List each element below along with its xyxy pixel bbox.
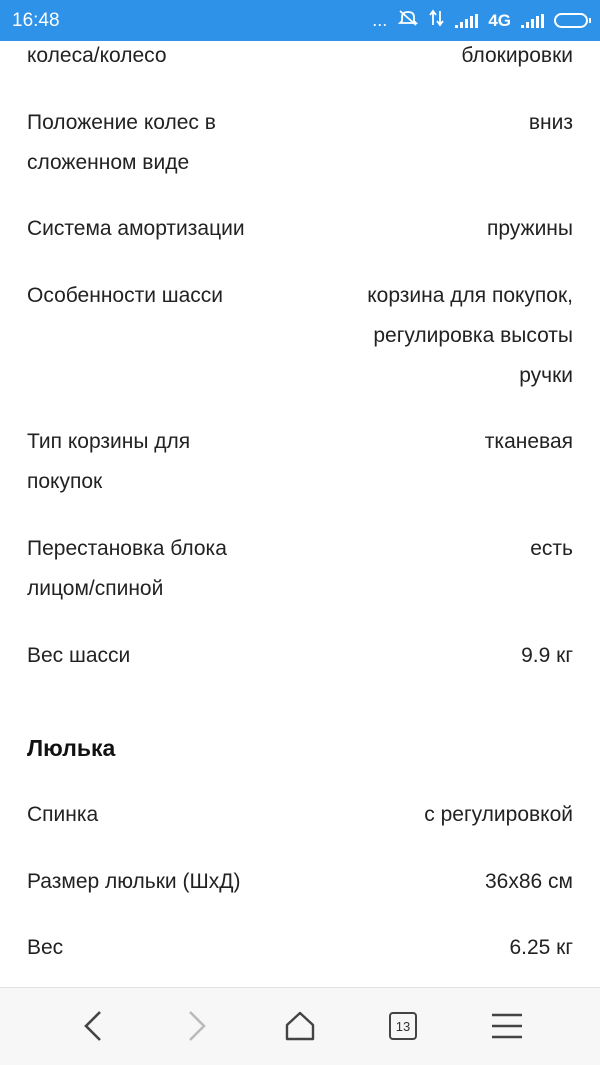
battery-icon — [554, 13, 588, 28]
spec-value: с регулировкой — [424, 803, 573, 826]
back-button[interactable] — [73, 1006, 113, 1046]
forward-button[interactable] — [177, 1006, 217, 1046]
spec-label: Вес — [27, 936, 64, 959]
spec-label: Тип корзины для покупок — [27, 430, 191, 493]
spec-value: блокировки — [461, 44, 573, 67]
notification-dots: ... — [372, 10, 388, 30]
spec-label: колеса/колесо — [27, 44, 167, 67]
status-bar — [0, 0, 600, 41]
spec-label: Особенности шасси — [27, 284, 224, 307]
signal-icon — [455, 14, 478, 28]
chevron-left-icon — [81, 1009, 105, 1043]
spec-label: Система амортизации — [27, 217, 245, 240]
spec-label: Вес шасси — [27, 644, 131, 667]
spec-value: есть — [530, 537, 573, 560]
menu-button[interactable] — [487, 1006, 527, 1046]
signal-icon-2 — [521, 14, 544, 28]
menu-icon — [491, 1011, 523, 1041]
spec-value: 6.25 кг — [509, 936, 573, 959]
tabs-button[interactable] — [383, 1006, 423, 1046]
spec-value: 9.9 кг — [521, 644, 573, 667]
spec-label: Размер люльки (ШхД) — [27, 870, 241, 893]
spec-label: Спинка — [27, 803, 99, 826]
status-icons — [372, 9, 588, 32]
mute-icon — [397, 9, 419, 32]
chevron-right-icon — [185, 1009, 209, 1043]
browser-bottom-bar — [0, 987, 600, 1065]
home-button[interactable] — [280, 1006, 320, 1046]
spec-value: вниз — [528, 111, 573, 134]
spec-value: пружины — [486, 217, 573, 240]
home-icon — [283, 1009, 317, 1043]
section-title: Люлька — [27, 735, 116, 761]
spec-label: Перестановка блока лицом/спиной — [27, 537, 227, 600]
spec-value: корзина для покупок, регулировка высоты ручки — [367, 284, 573, 387]
spec-value: 36x86 см — [485, 870, 573, 893]
spec-value: тканевая — [484, 430, 573, 453]
status-time: 16:48 — [12, 9, 60, 31]
tabs-count: 13 — [389, 1012, 417, 1040]
network-type: 4G — [488, 10, 511, 30]
data-transfer-icon — [429, 9, 445, 32]
spec-list — [0, 41, 600, 987]
spec-label: Положение колес в сложенном виде — [27, 111, 216, 174]
